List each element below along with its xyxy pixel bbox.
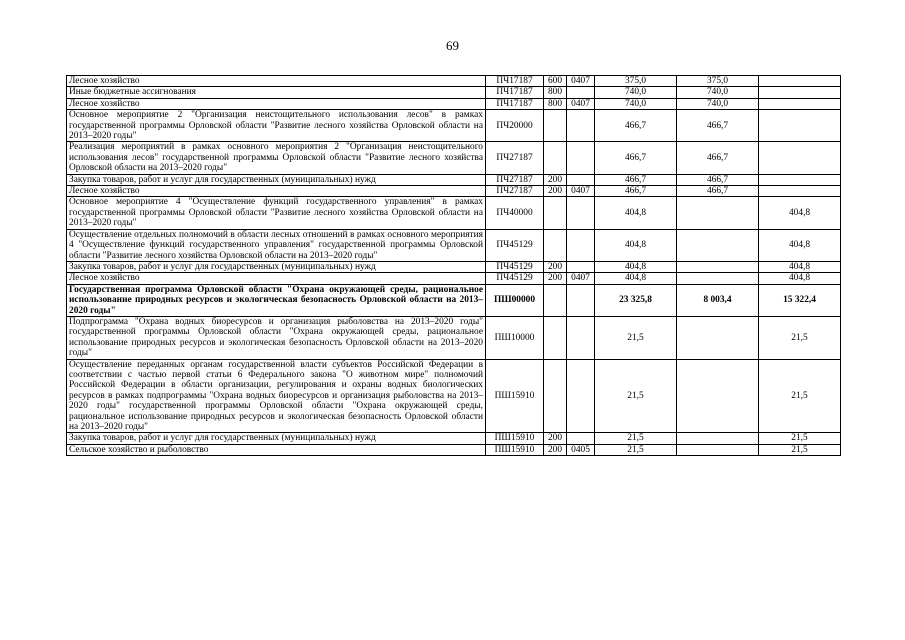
target-code-cell: ПЧ40000 <box>486 197 544 229</box>
table-row <box>67 174 841 185</box>
total-amount-cell: 404,8 <box>595 273 677 284</box>
total-amount-cell: 466,7 <box>595 142 677 174</box>
section-code-cell <box>567 110 595 142</box>
row-name-cell: Лесное хозяйство <box>67 273 486 284</box>
row-name-cell: Закупка товаров, работ и услуг для государственных (муниципальных) нужд <box>67 433 486 444</box>
section-code-cell: 0407 <box>567 98 595 109</box>
total-amount-cell: 466,7 <box>595 186 677 197</box>
regional-amount-cell: 21,5 <box>759 316 841 359</box>
table-row <box>67 98 841 109</box>
regional-amount-cell <box>759 87 841 98</box>
target-code-cell: ПЧ17187 <box>486 98 544 109</box>
regional-amount-cell <box>759 174 841 185</box>
table-row <box>67 284 841 316</box>
regional-amount-cell <box>759 186 841 197</box>
row-name-cell: Подпрограмма "Охрана водных биоресурсов и организация рыболовства на 2013–2020 годы" государственной программы Орловской области "Охрана окружающей среды, рациональное использование природных ресурсов и экологическая безопасность Орловской области на 2013–2020 годы" <box>67 316 486 359</box>
expense-type-cell <box>544 110 567 142</box>
table-row <box>67 444 841 455</box>
total-amount-cell: 21,5 <box>595 316 677 359</box>
target-code-cell: ПЧ17187 <box>486 87 544 98</box>
target-code-cell: ПШ15910 <box>486 433 544 444</box>
row-name-cell: Сельское хозяйство и рыболовство <box>67 444 486 455</box>
table-row <box>67 261 841 272</box>
total-amount-cell: 740,0 <box>595 98 677 109</box>
row-name-cell: Основное мероприятие 2 "Организация неистощительного использования лесов" в рамках государственной программы Орловской области "Развитие лесного хозяйства Орловской области на 2013–2020 годы" <box>67 110 486 142</box>
section-code-cell: 0407 <box>567 76 595 87</box>
total-amount-cell: 21,5 <box>595 359 677 433</box>
regional-amount-cell <box>759 76 841 87</box>
section-code-cell <box>567 197 595 229</box>
budget-table-body <box>67 76 841 456</box>
total-amount-cell: 404,8 <box>595 261 677 272</box>
federal-amount-cell: 466,7 <box>677 142 759 174</box>
federal-amount-cell: 466,7 <box>677 174 759 185</box>
target-code-cell: ПЧ27187 <box>486 186 544 197</box>
row-name-cell: Закупка товаров, работ и услуг для государственных (муниципальных) нужд <box>67 261 486 272</box>
expense-type-cell <box>544 316 567 359</box>
federal-amount-cell <box>677 273 759 284</box>
expense-type-cell: 800 <box>544 98 567 109</box>
section-code-cell <box>567 142 595 174</box>
row-name-cell: Лесное хозяйство <box>67 98 486 109</box>
regional-amount-cell: 21,5 <box>759 433 841 444</box>
row-name-cell: Закупка товаров, работ и услуг для государственных (муниципальных) нужд <box>67 174 486 185</box>
expense-type-cell: 200 <box>544 273 567 284</box>
section-code-cell: 0407 <box>567 186 595 197</box>
expense-type-cell: 200 <box>544 174 567 185</box>
row-name-cell: Реализация мероприятий в рамках основного мероприятия 2 "Организация неистощительного использования лесов" государственной программы Орловской области "Развитие лесного хозяйства Орловской области на 2013–2020 годы" <box>67 142 486 174</box>
regional-amount-cell: 21,5 <box>759 444 841 455</box>
row-name-cell: Осуществление отдельных полномочий в области лесных отношений в рамках основного мероприятия 4 "Осуществление функций государственного управления" государственной программы Орловской области "Развитие лесного хозяйства Орловской области на 2013–2020 годы" <box>67 229 486 261</box>
table-row <box>67 110 841 142</box>
target-code-cell: ПЧ45129 <box>486 229 544 261</box>
table-row <box>67 229 841 261</box>
federal-amount-cell <box>677 229 759 261</box>
row-name-cell: Осуществление переданных органам государственной власти субъектов Российской Федерации в соответствии с частью первой статьи 6 Федерального закона "О животном мире" полномочий Российской Федерации в области организации, регулирования и охраны водных биологических ресурсов в рамках подпрограммы "Охрана водных биоресурсов и организация рыболовства на 2013–2020 годы" государственной программы Орловской области "Охрана окружающей среды, рациональное использование природных ресурсов и экологическая безопасность Орловской области на 2013–2020 годы" <box>67 359 486 433</box>
table-row <box>67 142 841 174</box>
total-amount-cell: 23 325,8 <box>595 284 677 316</box>
total-amount-cell: 375,0 <box>595 76 677 87</box>
target-code-cell: ПЧ45129 <box>486 261 544 272</box>
target-code-cell: ПШ15910 <box>486 444 544 455</box>
federal-amount-cell <box>677 316 759 359</box>
federal-amount-cell <box>677 433 759 444</box>
table-row <box>67 186 841 197</box>
expense-type-cell <box>544 142 567 174</box>
row-name-cell: Основное мероприятие 4 "Осуществление функций государственного управления" в рамках государственной программы Орловской области "Развитие лесного хозяйства Орловской области на 2013–2020 годы" <box>67 197 486 229</box>
federal-amount-cell: 375,0 <box>677 76 759 87</box>
target-code-cell: ПЧ45129 <box>486 273 544 284</box>
regional-amount-cell: 15 322,4 <box>759 284 841 316</box>
federal-amount-cell <box>677 444 759 455</box>
regional-amount-cell: 404,8 <box>759 273 841 284</box>
row-name-cell: Лесное хозяйство <box>67 186 486 197</box>
federal-amount-cell <box>677 197 759 229</box>
total-amount-cell: 466,7 <box>595 110 677 142</box>
regional-amount-cell: 404,8 <box>759 261 841 272</box>
section-code-cell <box>567 174 595 185</box>
expense-type-cell: 200 <box>544 433 567 444</box>
expense-type-cell <box>544 284 567 316</box>
total-amount-cell: 466,7 <box>595 174 677 185</box>
expense-type-cell: 800 <box>544 87 567 98</box>
federal-amount-cell: 740,0 <box>677 87 759 98</box>
expense-type-cell <box>544 197 567 229</box>
expense-type-cell: 200 <box>544 261 567 272</box>
table-row <box>67 197 841 229</box>
section-code-cell: 0407 <box>567 273 595 284</box>
section-code-cell <box>567 284 595 316</box>
target-code-cell: ПЧ27187 <box>486 174 544 185</box>
table-row <box>67 359 841 433</box>
regional-amount-cell <box>759 98 841 109</box>
section-code-cell <box>567 359 595 433</box>
target-code-cell: ПЧ17187 <box>486 76 544 87</box>
target-code-cell: ПШ15910 <box>486 359 544 433</box>
total-amount-cell: 404,8 <box>595 197 677 229</box>
federal-amount-cell: 466,7 <box>677 186 759 197</box>
total-amount-cell: 740,0 <box>595 87 677 98</box>
expense-type-cell <box>544 359 567 433</box>
row-name-cell: Иные бюджетные ассигнования <box>67 87 486 98</box>
section-code-cell <box>567 87 595 98</box>
regional-amount-cell: 404,8 <box>759 197 841 229</box>
regional-amount-cell <box>759 142 841 174</box>
federal-amount-cell: 740,0 <box>677 98 759 109</box>
federal-amount-cell: 466,7 <box>677 110 759 142</box>
table-row <box>67 316 841 359</box>
regional-amount-cell: 404,8 <box>759 229 841 261</box>
section-code-cell <box>567 316 595 359</box>
total-amount-cell: 404,8 <box>595 229 677 261</box>
table-row <box>67 273 841 284</box>
table-row <box>67 87 841 98</box>
page-number: 69 <box>446 38 459 53</box>
expense-type-cell: 200 <box>544 444 567 455</box>
target-code-cell: ПШ10000 <box>486 316 544 359</box>
row-name-cell: Государственная программа Орловской области "Охрана окружающей среды, рациональное использование природных ресурсов и экологическая безопасность Орловской области на 2013–2020 годы" <box>67 284 486 316</box>
total-amount-cell: 21,5 <box>595 444 677 455</box>
expense-type-cell: 200 <box>544 186 567 197</box>
federal-amount-cell <box>677 261 759 272</box>
budget-table <box>66 75 841 456</box>
section-code-cell: 0405 <box>567 444 595 455</box>
regional-amount-cell <box>759 110 841 142</box>
section-code-cell <box>567 433 595 444</box>
total-amount-cell: 21,5 <box>595 433 677 444</box>
target-code-cell: ПЧ27187 <box>486 142 544 174</box>
regional-amount-cell: 21,5 <box>759 359 841 433</box>
target-code-cell: ПШ00000 <box>486 284 544 316</box>
federal-amount-cell <box>677 359 759 433</box>
expense-type-cell: 600 <box>544 76 567 87</box>
table-row <box>67 76 841 87</box>
target-code-cell: ПЧ20000 <box>486 110 544 142</box>
section-code-cell <box>567 261 595 272</box>
section-code-cell <box>567 229 595 261</box>
row-name-cell: Лесное хозяйство <box>67 76 486 87</box>
expense-type-cell <box>544 229 567 261</box>
federal-amount-cell: 8 003,4 <box>677 284 759 316</box>
table-row <box>67 433 841 444</box>
